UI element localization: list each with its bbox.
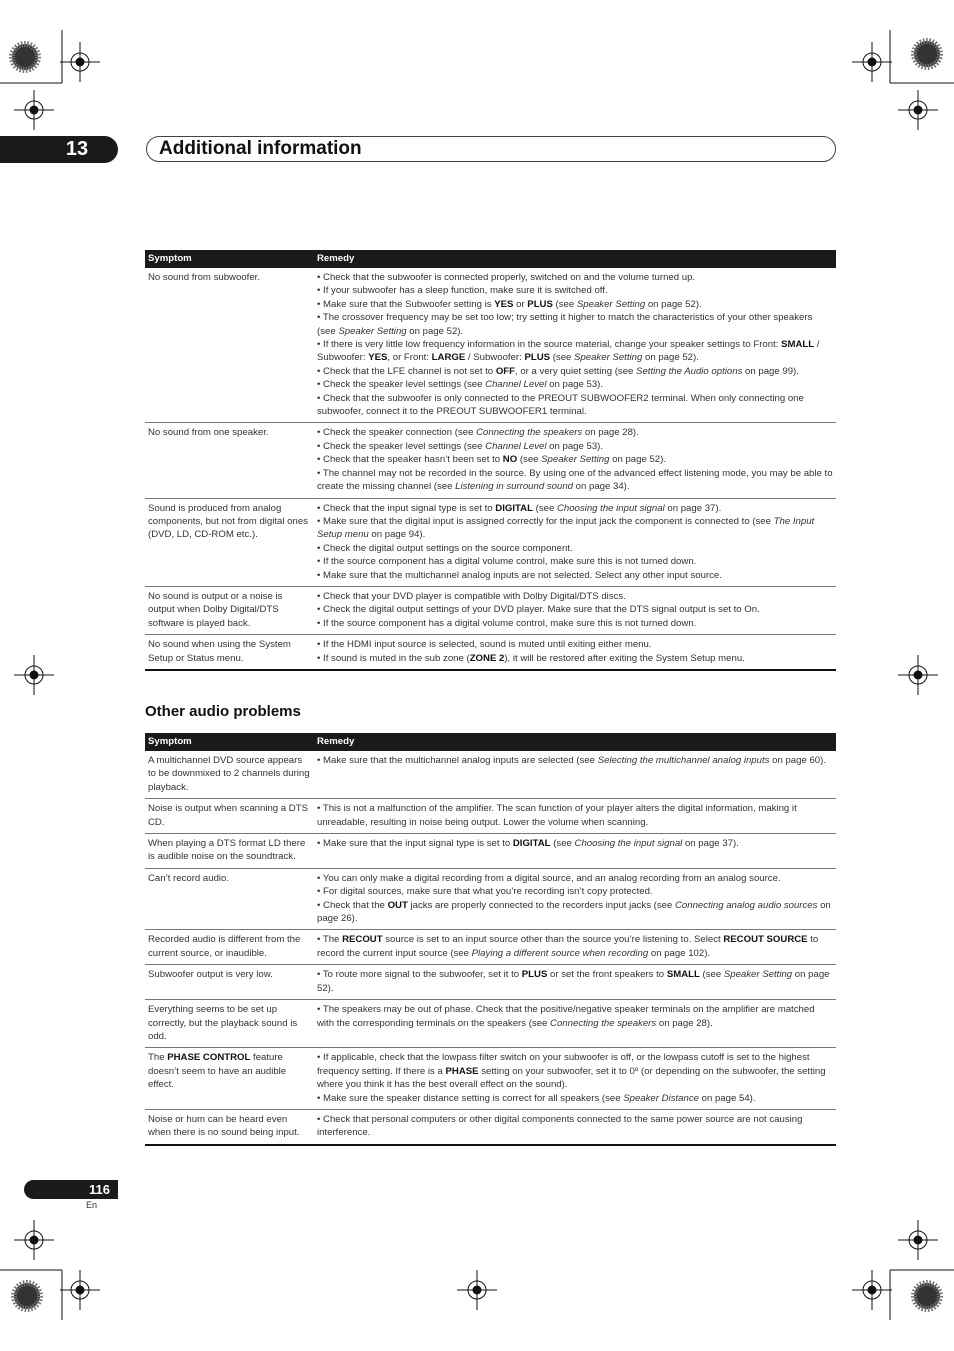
cross-reference: Selecting the multichannel analog inputs bbox=[597, 755, 770, 766]
cross-reference: Channel Level bbox=[485, 440, 547, 452]
remedy-item bbox=[317, 590, 833, 603]
table-row bbox=[145, 751, 836, 799]
cross-reference: The Input Setup menu bbox=[317, 515, 815, 541]
text-run: • Check the speaker level settings (see bbox=[317, 379, 486, 391]
remedy-cell bbox=[314, 498, 836, 586]
remedy-item bbox=[317, 872, 833, 885]
text-run: (see bbox=[532, 502, 557, 514]
text-run: setting on your subwoofer, set it to 0º (or depending on the subwoofer, the setting where you think it has the best overall effect on the sound). bbox=[317, 1065, 826, 1091]
cross-reference: Playing a different source when recording bbox=[471, 947, 649, 959]
text-run: , or Front: bbox=[387, 352, 432, 364]
text-run: • Check that the bbox=[317, 899, 388, 911]
table-header-row bbox=[145, 733, 836, 751]
text-run: A multichannel DVD source appears to be downmixed to 2 channels during playback. bbox=[148, 755, 310, 793]
table-row bbox=[145, 635, 836, 670]
remedy-item bbox=[317, 338, 833, 365]
remedy-item bbox=[317, 617, 833, 630]
remedy-item bbox=[317, 899, 833, 926]
text-run: on page 28). bbox=[656, 1017, 713, 1029]
remedy-cell bbox=[314, 834, 836, 869]
text-run: on page 34). bbox=[573, 481, 630, 493]
table-row bbox=[145, 799, 836, 834]
emphasis-bold: DIGITAL bbox=[495, 502, 533, 514]
symptom-cell bbox=[145, 965, 314, 1000]
text-run: • If applicable, check that the lowpass filter switch on your subwoofer is off, or the lowpass cutoff is set to the highest frequency setting. If there is a bbox=[317, 1052, 810, 1077]
remedy-item bbox=[317, 378, 833, 391]
page-number-tab bbox=[24, 1180, 118, 1199]
table-row bbox=[145, 586, 836, 634]
emphasis-bold: DIGITAL bbox=[512, 838, 551, 850]
text-run: Noise is output when scanning a DTS CD. bbox=[148, 803, 308, 828]
cross-reference: Speaker Setting bbox=[338, 325, 407, 337]
emphasis-bold: ZONE 2 bbox=[469, 652, 505, 664]
emphasis-bold: YES bbox=[368, 352, 388, 364]
remedy-cell bbox=[314, 799, 836, 834]
chapter-title-box bbox=[146, 136, 836, 162]
remedy-cell bbox=[314, 868, 836, 930]
remedy-column-header: Remedy bbox=[314, 733, 836, 751]
text-run: • If sound is muted in the sub zone ( bbox=[317, 652, 470, 664]
symptom-cell: Sound is produced from analog components, but not from digital ones (DVD, LD, CD-ROM etc.). bbox=[145, 498, 314, 586]
remedy-item bbox=[317, 1113, 833, 1140]
text-run: on page 37). bbox=[664, 502, 722, 514]
remedy-item bbox=[317, 933, 833, 960]
emphasis-bold: PHASE CONTROL bbox=[167, 1052, 251, 1064]
section-heading: Other audio problems bbox=[145, 703, 301, 720]
text-run: • Check that personal computers or other digital components connected to the same power source are not causing interference. bbox=[317, 1113, 803, 1139]
symptom-cell bbox=[145, 1048, 314, 1110]
cross-reference: Speaker Setting bbox=[541, 454, 610, 466]
cross-reference: Setting the Audio options bbox=[636, 365, 743, 377]
symptom-column-header: Symptom bbox=[145, 733, 314, 751]
text-run: • The crossover frequency may be set too low; try setting it higher to match the characteristics of your other speakers (see bbox=[317, 312, 813, 337]
text-run: The bbox=[148, 1052, 168, 1064]
text-run: • For digital sources, make sure that what you’re recording isn’t copy protected. bbox=[317, 886, 653, 898]
symptom-cell: No sound from one speaker. bbox=[145, 423, 314, 498]
emphasis-bold: YES bbox=[494, 298, 514, 310]
text-run: on page 52). bbox=[406, 325, 464, 337]
emphasis-bold: RECOUT bbox=[342, 934, 383, 946]
emphasis-bold: SMALL bbox=[781, 339, 815, 351]
text-run: on page 53). bbox=[546, 440, 604, 452]
cross-reference: Speaker Distance bbox=[623, 1092, 699, 1104]
text-run: • Make sure that the Subwoofer setting is bbox=[317, 298, 495, 310]
text-run: • Check the digital output settings on the source component. bbox=[317, 542, 573, 554]
text-run: jacks are properly connected to the recorders input jacks (see bbox=[407, 899, 675, 911]
symptom-cell bbox=[145, 930, 314, 965]
emphasis-bold: LARGE bbox=[431, 352, 466, 364]
cross-reference: Connecting the speakers bbox=[476, 427, 583, 439]
text-run: • Check that your DVD player is compatible with Dolby Digital/DTS discs. bbox=[317, 590, 626, 602]
text-run: • Check the speaker level settings (see bbox=[317, 440, 486, 452]
text-run: or bbox=[513, 298, 528, 310]
table-row bbox=[145, 1109, 836, 1144]
text-run: (see bbox=[517, 454, 542, 466]
cross-reference: Connecting analog audio sources bbox=[675, 899, 818, 911]
remedy-cell bbox=[314, 423, 836, 498]
text-run: • To route more signal to the subwoofer, set it to bbox=[317, 969, 522, 981]
table-row bbox=[145, 1048, 836, 1110]
text-run: on page 52). bbox=[609, 454, 666, 466]
symptom-cell: No sound is output or a noise is output when Dolby Digital/DTS software is played back. bbox=[145, 586, 314, 634]
symptom-cell bbox=[145, 1000, 314, 1048]
text-run: on page 53). bbox=[546, 379, 604, 391]
remedy-item bbox=[317, 284, 833, 297]
table-body bbox=[145, 751, 836, 1145]
symptom-cell bbox=[145, 751, 314, 799]
text-run: to record the current input source (see bbox=[317, 934, 819, 959]
emphasis-bold: SMALL bbox=[666, 969, 700, 981]
remedy-cell bbox=[314, 1048, 836, 1110]
remedy-cell bbox=[314, 586, 836, 634]
text-run: Subwoofer output is very low. bbox=[148, 969, 273, 981]
text-run: • The speakers may be out of phase. Check that the positive/negative speaker terminals on the amplifier are matched with the corresponding terminals on the speakers (see bbox=[317, 1004, 815, 1029]
symptom-cell bbox=[145, 799, 314, 834]
text-run: • Make sure that the input signal type is set to bbox=[317, 838, 513, 850]
remedy-item bbox=[317, 440, 833, 453]
emphasis-bold: PLUS bbox=[527, 298, 553, 310]
text-run: / Subwoofer: bbox=[317, 339, 820, 364]
text-run: on page 52). bbox=[645, 298, 702, 310]
remedy-item bbox=[317, 837, 833, 850]
remedy-cell bbox=[314, 268, 836, 423]
text-run: • If the HDMI input source is selected, sound is muted until exiting either menu. bbox=[317, 639, 652, 651]
remedy-item bbox=[317, 802, 833, 829]
troubleshooting-table-general bbox=[145, 250, 836, 671]
remedy-item bbox=[317, 652, 833, 665]
page-language: En bbox=[86, 1200, 98, 1210]
emphasis-bold: OUT bbox=[387, 899, 408, 911]
emphasis-bold: PHASE bbox=[445, 1065, 479, 1077]
text-run: (see bbox=[550, 352, 575, 364]
symptom-cell bbox=[145, 834, 314, 869]
text-run: • The bbox=[317, 934, 343, 946]
remedy-cell bbox=[314, 1109, 836, 1144]
remedy-item bbox=[317, 365, 833, 378]
text-run: • Check that the subwoofer is only connected to the PREOUT SUBWOOFER2 terminal. When only connecting one subwoofer, connect it to the PREOUT SUBWOOFER1 terminal. bbox=[317, 392, 804, 418]
text-run: • Make sure that the multichannel analog inputs are not selected. Select any other input source. bbox=[317, 569, 722, 581]
text-run: • The channel may not be recorded in the source. By using one of the advanced effect listening mode, you may be able to create the missing channel (see bbox=[317, 467, 833, 493]
text-run: • Check the speaker connection (see bbox=[317, 427, 477, 439]
remedy-item bbox=[317, 453, 833, 466]
text-run: • Check that the LFE channel is not set to bbox=[317, 365, 496, 377]
emphasis-bold: OFF bbox=[495, 365, 515, 377]
remedy-item bbox=[317, 515, 833, 542]
remedy-item bbox=[317, 271, 833, 284]
cross-reference: Speaker Setting bbox=[574, 352, 643, 364]
text-run: Recorded audio is different from the current source, or inaudible. bbox=[148, 934, 301, 959]
text-run: on page 52). bbox=[317, 969, 830, 994]
text-run: Can’t record audio. bbox=[148, 872, 230, 884]
text-run: • Check that the input signal type is set to bbox=[317, 502, 496, 514]
text-run: or set the front speakers to bbox=[547, 969, 667, 981]
table-row bbox=[145, 498, 836, 586]
remedy-cell bbox=[314, 930, 836, 965]
text-run: on page 102). bbox=[648, 947, 711, 959]
text-run: • Make sure that the multichannel analog inputs are selected (see bbox=[317, 755, 598, 766]
remedy-cell bbox=[314, 751, 836, 799]
table-row bbox=[145, 1000, 836, 1048]
text-run: • If the source component has a digital volume control, make sure this is not turned down. bbox=[317, 556, 697, 568]
emphasis-bold: PLUS bbox=[524, 352, 551, 364]
remedy-item bbox=[317, 467, 833, 494]
text-run: on page 60). bbox=[769, 755, 826, 766]
text-run: on page 28). bbox=[582, 427, 639, 439]
remedy-item bbox=[317, 569, 833, 582]
remedy-item bbox=[317, 426, 833, 439]
troubleshooting-table-audio bbox=[145, 733, 836, 1146]
remedy-item bbox=[317, 555, 833, 568]
table-row bbox=[145, 834, 836, 869]
emphasis-bold: RECOUT SOURCE bbox=[723, 934, 808, 946]
text-run: Everything seems to be set up correctly, but the playback sound is odd. bbox=[148, 1004, 298, 1042]
text-run: (see bbox=[550, 838, 575, 850]
text-run: • If your subwoofer has a sleep function, make sure it is switched off. bbox=[317, 285, 608, 297]
cross-reference: Speaker Setting bbox=[576, 298, 646, 310]
remedy-item bbox=[317, 1003, 833, 1030]
text-run: on page 94). bbox=[368, 529, 426, 541]
remedy-item bbox=[317, 1051, 833, 1091]
text-run: When playing a DTS format LD there is audible noise on the soundtrack. bbox=[148, 838, 306, 863]
remedy-cell bbox=[314, 965, 836, 1000]
table-body bbox=[145, 268, 836, 670]
symptom-cell bbox=[145, 1109, 314, 1144]
text-run: Noise or hum can be heard even when there is no sound being input. bbox=[148, 1113, 300, 1139]
text-run: • Check the digital output settings of your DVD player. Make sure that the DTS signal output is set to On. bbox=[317, 604, 760, 616]
table-row bbox=[145, 868, 836, 930]
remedy-cell bbox=[314, 1000, 836, 1048]
text-run: (see bbox=[552, 298, 577, 310]
remedy-item bbox=[317, 502, 833, 515]
text-run: on page 37). bbox=[682, 838, 739, 850]
remedy-item bbox=[317, 298, 833, 311]
text-run: • Check that the speaker hasn’t been set to bbox=[317, 454, 503, 466]
emphasis-bold: PLUS bbox=[521, 969, 548, 981]
table-row bbox=[145, 268, 836, 423]
remedy-item bbox=[317, 885, 833, 898]
cross-reference: Speaker Setting bbox=[723, 969, 793, 981]
table-row bbox=[145, 423, 836, 498]
text-run: source is set to an input source other than the source you’re listening to. Select bbox=[382, 934, 724, 946]
text-run: • Check that the subwoofer is connected properly, switched on and the volume turned up. bbox=[317, 272, 696, 283]
text-run: on page 52). bbox=[642, 352, 699, 364]
chapter-number: 13 bbox=[65, 138, 89, 160]
remedy-item bbox=[317, 603, 833, 616]
symptom-cell: No sound from subwoofer. bbox=[145, 268, 314, 423]
remedy-item bbox=[317, 638, 833, 651]
cross-reference: Choosing the input signal bbox=[556, 502, 665, 514]
remedy-cell bbox=[314, 635, 836, 670]
text-run: (see bbox=[699, 969, 724, 981]
cross-reference: Channel Level bbox=[485, 379, 547, 391]
text-run: • If there is very little low frequency information in the source material, change your speaker settings to Front: bbox=[317, 339, 782, 351]
text-run: • Make sure the speaker distance setting is correct for all speakers (see bbox=[317, 1092, 624, 1104]
text-run: feature doesn’t seem to have an audible effect. bbox=[148, 1052, 287, 1091]
remedy-item bbox=[317, 968, 833, 995]
cross-reference: Connecting the speakers bbox=[550, 1017, 657, 1029]
text-run: on page 26). bbox=[317, 899, 831, 925]
remedy-item bbox=[317, 392, 833, 419]
emphasis-bold: NO bbox=[502, 454, 518, 466]
symptom-column-header: Symptom bbox=[145, 250, 314, 268]
table-row bbox=[145, 965, 836, 1000]
remedy-column-header: Remedy bbox=[314, 250, 836, 268]
cross-reference: Listening in surround sound bbox=[455, 481, 573, 493]
page-number: 116 bbox=[89, 1182, 110, 1197]
text-run: / Subwoofer: bbox=[465, 352, 525, 364]
symptom-cell bbox=[145, 868, 314, 930]
text-run: , or a very quiet setting (see bbox=[515, 365, 637, 377]
chapter-title: Additional information bbox=[159, 138, 362, 159]
remedy-item bbox=[317, 542, 833, 555]
table-row bbox=[145, 930, 836, 965]
cross-reference: Choosing the input signal bbox=[574, 838, 683, 850]
text-run: ), it will be restored after exiting the System Setup menu. bbox=[504, 652, 745, 664]
remedy-item bbox=[317, 1092, 833, 1105]
text-run: • If the source component has a digital volume control, make sure this is not turned down. bbox=[317, 617, 697, 629]
remedy-item bbox=[317, 754, 833, 767]
symptom-cell: No sound when using the System Setup or Status menu. bbox=[145, 635, 314, 670]
text-run: on page 54). bbox=[698, 1092, 756, 1104]
text-run: on page 99). bbox=[742, 365, 799, 377]
chapter-number-tab bbox=[0, 136, 118, 163]
table-header-row bbox=[145, 250, 836, 268]
remedy-item bbox=[317, 311, 833, 338]
text-run: • Make sure that the digital input is assigned correctly for the input jack the component is connected to (see bbox=[317, 515, 774, 527]
text-run: • This is not a malfunction of the amplifier. The scan function of your player alters the digital information, making it unreadable, resulting in noise being output. Lower the volume when scanning. bbox=[317, 803, 797, 828]
text-run: • You can only make a digital recording from a digital source, and an analog recording from an analog source. bbox=[317, 872, 781, 884]
